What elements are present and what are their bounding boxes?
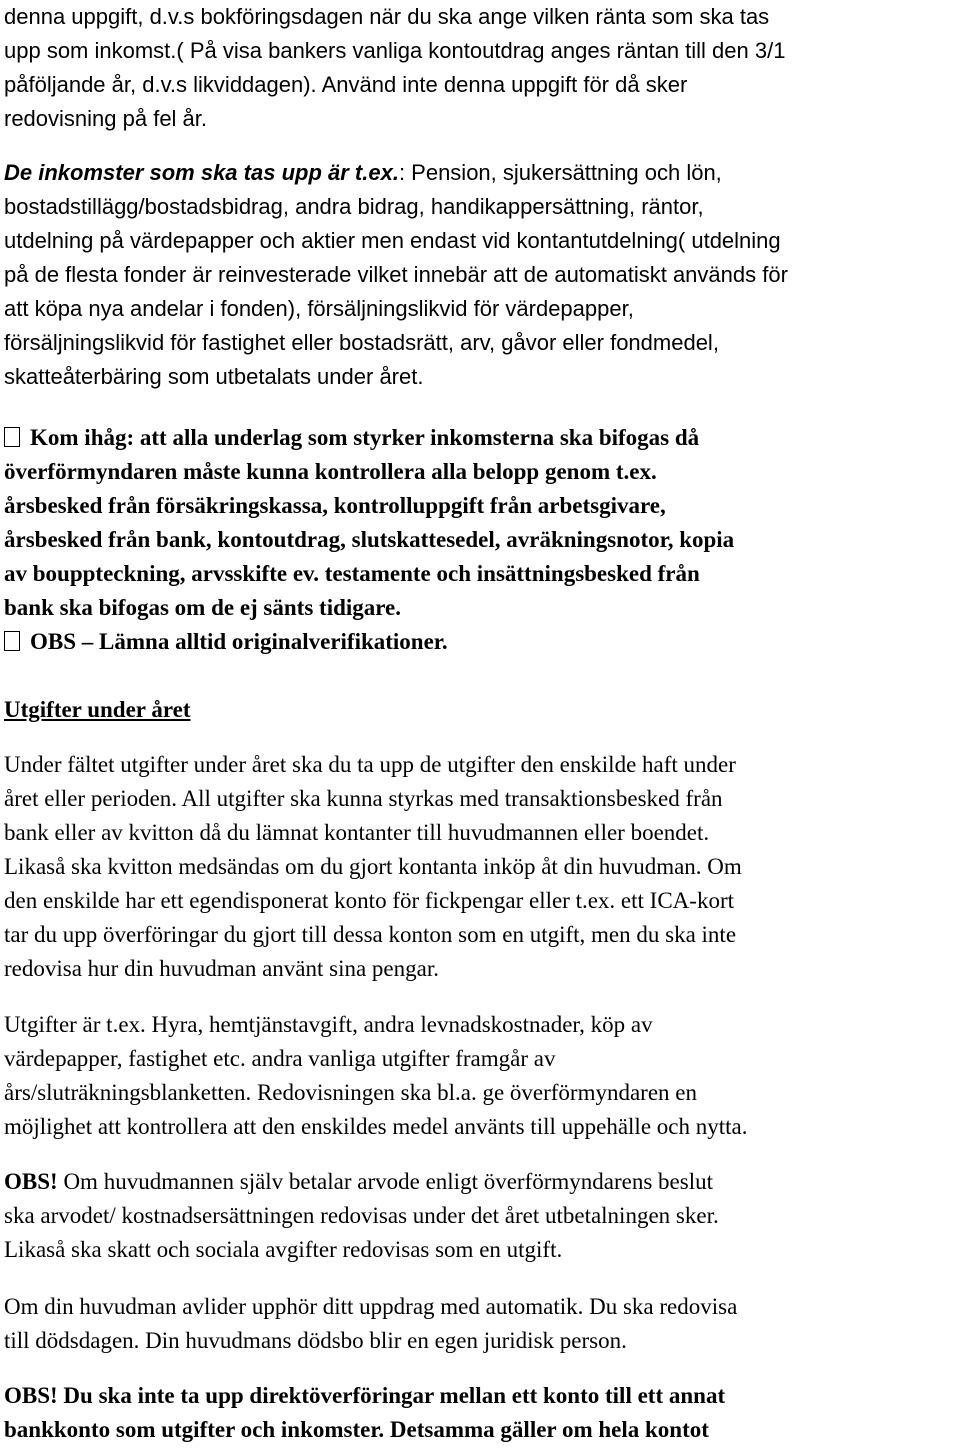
reminder-first-line <box>4 421 699 455</box>
reminder-line: bank ska bifogas om de ej sänts tidigare. <box>4 595 402 620</box>
bullet-box-icon <box>4 427 20 447</box>
income-first-line-rest: : Pension, sjukersättning och lön, <box>398 160 722 185</box>
reminder-line: överförmyndaren måste kunna kontrollera alla belopp genom t.ex. <box>4 459 657 484</box>
income-line: på de flesta fonder är reinvesterade vilket innebär att de automatiskt används för <box>4 262 788 287</box>
reminder-line: årsbesked från försäkringskassa, kontrolluppgift från arbetsgivare, <box>4 493 666 518</box>
reminder-line: av bouppteckning, arvsskifte ev. testamente och insättningsbesked från <box>4 561 700 586</box>
income-first-line <box>4 156 722 190</box>
expenses-p1-line: redovisa hur din huvudman använt sina pengar. <box>4 956 439 981</box>
expenses-final-line: bankkonto som utgifter och inkomster. Detsamma gäller om hela kontot <box>4 1417 709 1442</box>
expenses-p1-line: Likaså ska kvitton medsändas om du gjort kontanta inköp åt din huvudman. Om <box>4 854 742 879</box>
reminder-obs: OBS – Lämna alltid originalverifikationer. <box>30 629 448 654</box>
income-line: bostadstillägg/bostadsbidrag, andra bidrag, handikappersättning, räntor, <box>4 194 704 219</box>
expenses-p1-line: bank eller av kvitton då du lämnat kontanter till huvudmannen eller boendet. <box>4 820 710 845</box>
expenses-p2-line: års/sluträkningsblanketten. Redovisningen ska bl.a. ge överförmyndaren en <box>4 1080 698 1105</box>
expenses-p1-line: Under fältet utgifter under året ska du ta upp de utgifter den enskilde haft under <box>4 752 736 777</box>
expenses-p2-line: värdepapper, fastighet etc. andra vanliga utgifter framgår av <box>4 1046 556 1071</box>
expenses-heading: Utgifter under året <box>4 697 191 722</box>
bullet-box-icon <box>4 631 20 651</box>
expenses-p4-line: Om din huvudman avlider upphör ditt uppdrag med automatik. Du ska redovisa <box>4 1294 738 1319</box>
expenses-final-line: OBS! Du ska inte ta upp direktöverföringar mellan ett konto till ett annat <box>4 1383 726 1408</box>
expenses-p3-rest: Om huvudmannen själv betalar arvode enligt överförmyndarens beslut <box>57 1169 713 1194</box>
income-line: skatteåterbäring som utbetalats under året. <box>4 364 424 389</box>
intro-line: upp som inkomst.( På visa bankers vanliga kontoutdrag anges räntan till den 3/1 <box>4 38 786 63</box>
reminder-line: Kom ihåg: att alla underlag som styrker inkomsterna ska bifogas då <box>30 425 700 450</box>
expenses-p3-line: ska arvodet/ kostnadsersättningen redovisas under det året utbetalningen sker. <box>4 1203 719 1228</box>
expenses-p1-line: tar du upp överföringar du gjort till dessa konton som en utgift, men du ska inte <box>4 922 737 947</box>
expenses-p1-line: den enskilde har ett egendisponerat konto för fickpengar eller t.ex. ett ICA-kort <box>4 888 734 913</box>
intro-line: redovisning på fel år. <box>4 106 208 131</box>
reminder-line: årsbesked från bank, kontoutdrag, slutskattesedel, avräkningsnotor, kopia <box>4 527 735 552</box>
expenses-p4-line: till dödsdagen. Din huvudmans dödsbo blir en egen juridisk person. <box>4 1328 627 1353</box>
income-heading: De inkomster som ska tas upp är t.ex. <box>4 160 399 185</box>
expenses-p1-line: året eller perioden. All utgifter ska kunna styrkas med transaktionsbesked från <box>4 786 723 811</box>
income-line: försäljningslikvid för fastighet eller bostadsrätt, arv, gåvor eller fondmedel, <box>4 330 719 355</box>
obs-label: OBS! <box>4 1169 58 1194</box>
income-line: utdelning på värdepapper och aktier men endast vid kontantutdelning( utdelning <box>4 228 781 253</box>
intro-line: påföljande år, d.v.s likviddagen). Använd inte denna uppgift för då sker <box>4 72 688 97</box>
expenses-p2-line: möjlighet att kontrollera att den enskildes medel använts till uppehälle och nytta. <box>4 1114 748 1139</box>
income-line: att köpa nya andelar i fonden), försäljningslikvid för värdepapper, <box>4 296 634 321</box>
reminder-obs-line <box>4 625 448 659</box>
expenses-p3-first-line <box>4 1165 713 1199</box>
intro-line: denna uppgift, d.v.s bokföringsdagen när du ska ange vilken ränta som ska tas <box>4 4 770 29</box>
expenses-p3-line: Likaså ska skatt och sociala avgifter redovisas som en utgift. <box>4 1237 563 1262</box>
expenses-p2-line: Utgifter är t.ex. Hyra, hemtjänstavgift, andra levnadskostnader, köp av <box>4 1012 653 1037</box>
